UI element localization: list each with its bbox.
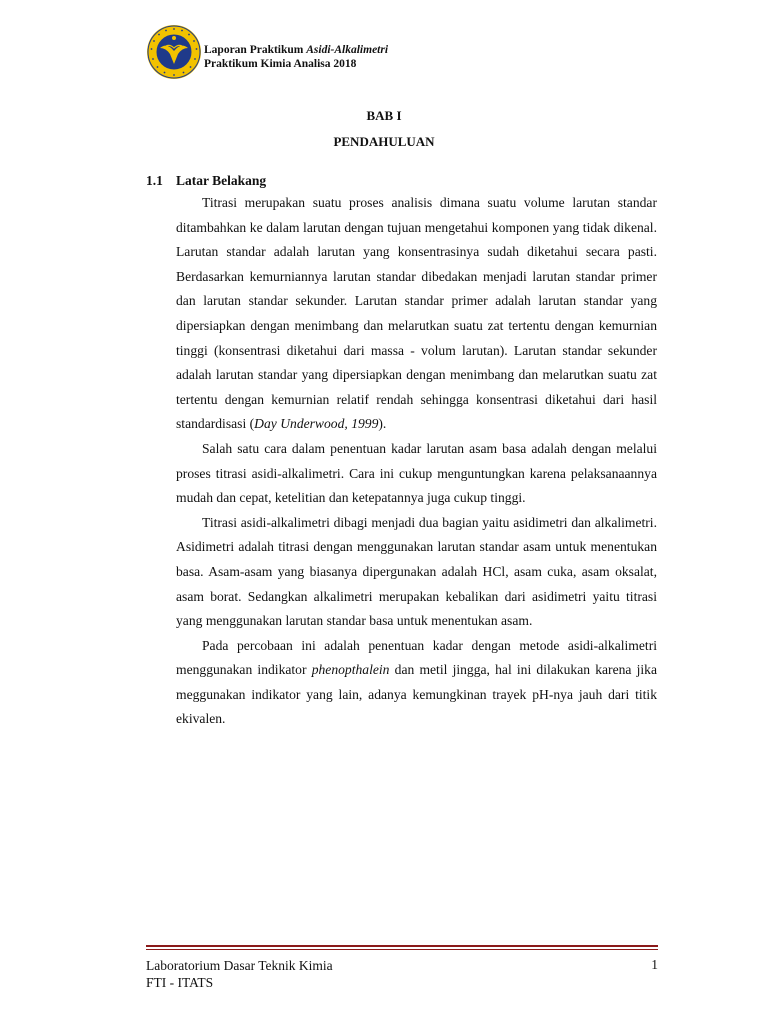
footer-rule-thick [146,945,658,947]
paragraph-4: Pada percobaan ini adalah penentuan kadar dengan metode asidi-alkalimetri menggunakan indikator phenopthalein dan metil jingga, hal ini dilakukan karena jika meggunakan indikator yang lain, adanya kemungkinan trayek pH-nya jauh dari titik ekivalen. [176,637,657,727]
paragraph-2: Salah satu cara dalam penentuan kadar larutan asam basa adalah dengan melalui proses titrasi asidi-alkalimetri. Cara ini cukup menguntungkan karena pelaksanaannya mudah dan cepat, ketelitian dan ketepatannya juga cukup tinggi. [176,440,657,506]
institute-logo-icon [146,24,202,80]
section-number: 1.1 [146,173,163,188]
section-title: Latar Belakang [176,173,267,188]
citation: Day Underwood, 1999 [254,416,379,432]
footer-rule-thin [146,949,658,950]
page-footer [146,957,333,991]
chapter-title: PENDAHULUAN [333,134,435,149]
paragraph-3: Titrasi asidi-alkalimetri dibagi menjadi dua bagian yaitu asidimetri dan alkalimetri. Asidimetri adalah titrasi dengan menggunakan larutan standar asam untuk menentukan basa. Asam-asam yang biasanya dipergunakan adalah HCl, asam cuka, asam oksalat, asam borat. Sedangkan alkalimetri merupakan kebalikan dari asidimetri yaitu titrasi yang menggunakan larutan standar basa untuk menentukan asam. [176,514,657,629]
body-text [176,191,657,732]
footer-faculty: FTI - ITATS [146,975,214,990]
paragraph-1: Titrasi merupakan suatu proses analisis dimana suatu volume larutan standar ditambahkan ke dalam larutan dengan tujuan mengetahui komponen yang tidak dikenal. Larutan standar adalah larutan yang konsentrasinya sudah diketahui secara pasti. Berdasarkan kemurniannya larutan standar dibedakan menjadi larutan standar primer dan larutan standar sekunder. Larutan standar primer adalah larutan standar yang dipersiapkan dengan menimbang dan melarutkan suatu zat tertentu dengan kemurnian tinggi (konsentrasi diketahui dari massa - volum larutan). Larutan standar sekunder adalah larutan standar yang dipersiapkan dengan menimbang dan melarutkan suatu zat tertentu dengan kemurnian relatif rendah sehingga konsentrasi diketahui dari hasil standardisasi (Day Underwood, 1999). [176,195,657,432]
header-line-1: Laporan Praktikum Asidi-Alkalimetri [204,44,389,56]
page-header [146,24,666,84]
header-experiment-name: Asidi-Alkalimetri [306,44,389,56]
section-heading [146,173,266,189]
header-line-2: Praktikum Kimia Analisa 2018 [204,58,357,70]
footer-lab-name: Laboratorium Dasar Teknik Kimia [146,958,333,973]
page-number: 1 [651,957,658,972]
header-text [204,43,388,71]
chapter-number: BAB I [366,108,402,123]
indicator-name: phenopthalein [311,662,390,678]
